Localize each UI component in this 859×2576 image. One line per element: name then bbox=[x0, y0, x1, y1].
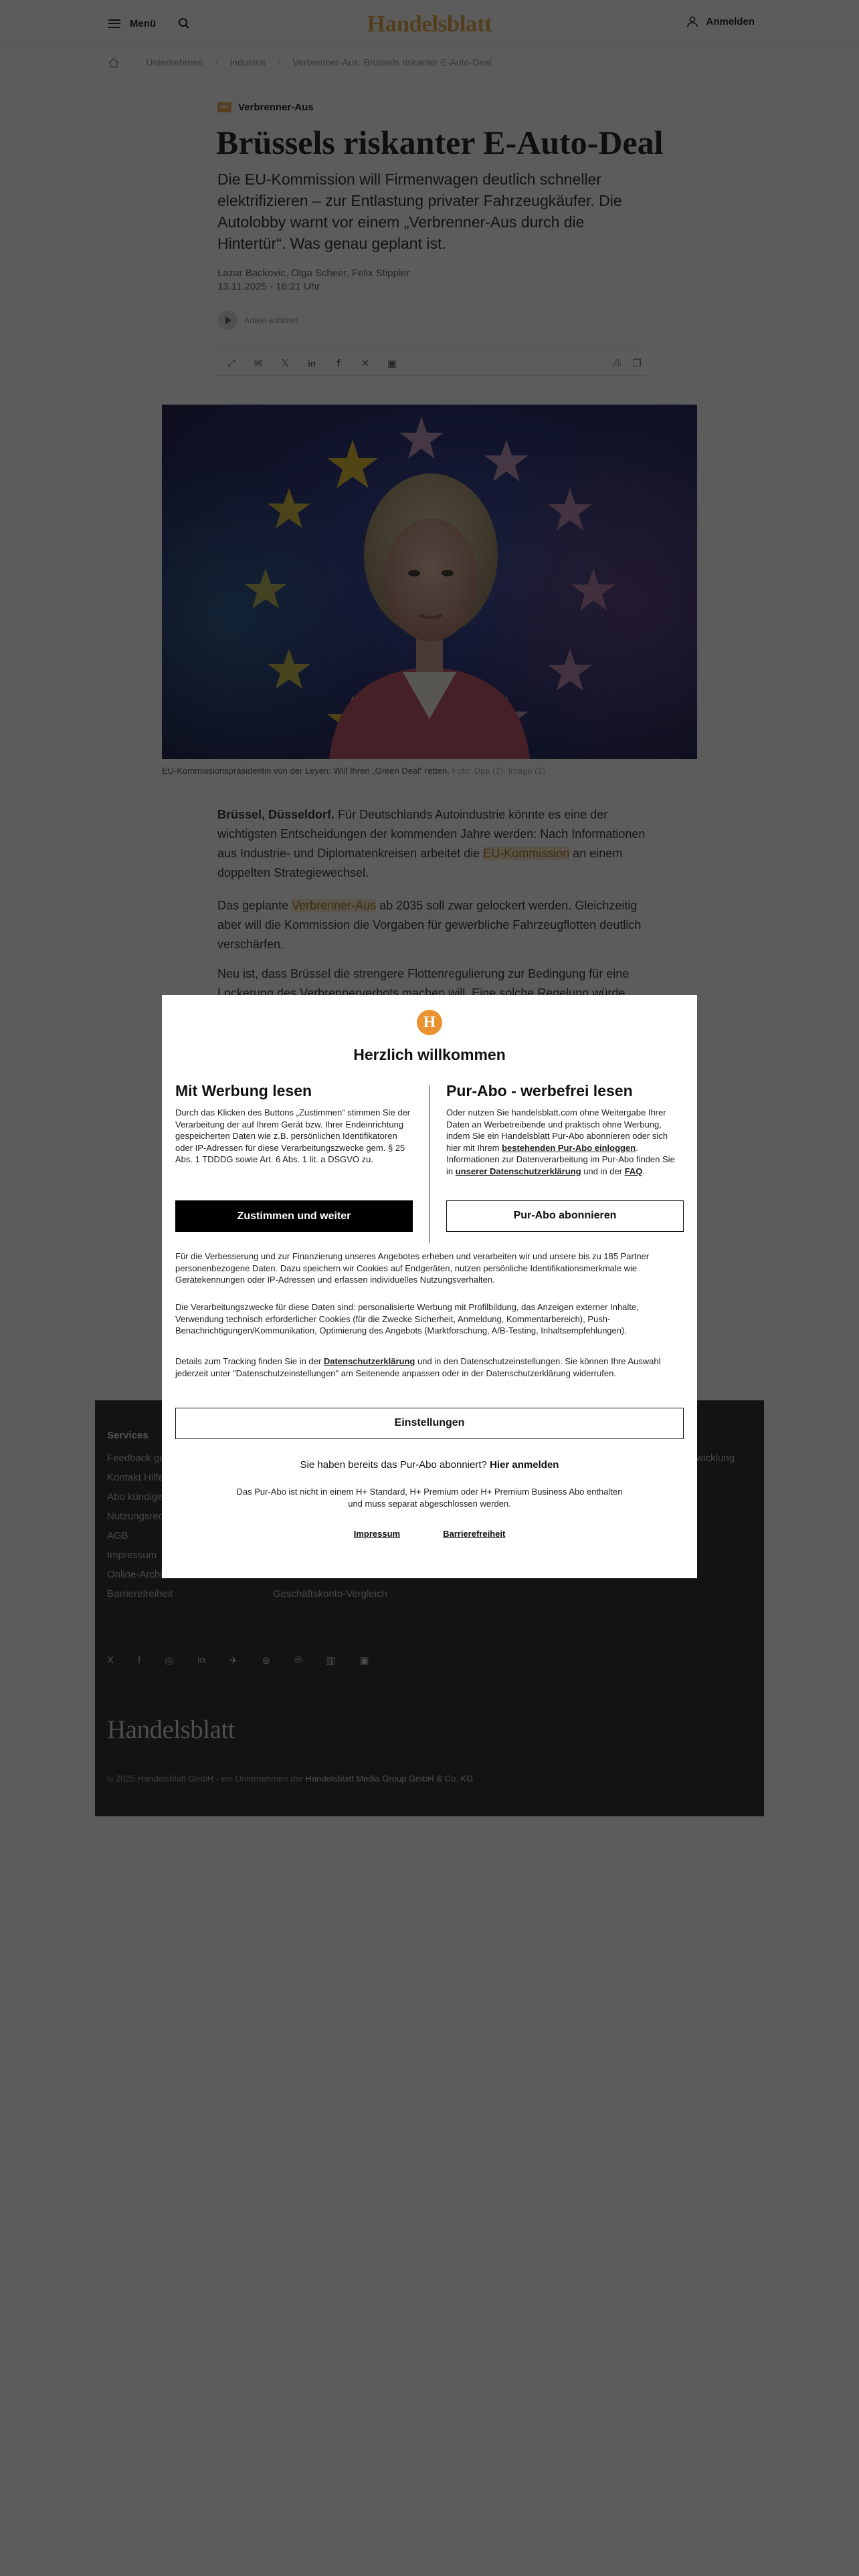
pur-abo-text-part: . bbox=[642, 1166, 645, 1176]
with-ads-column bbox=[175, 1082, 413, 1166]
already-subscribed-line bbox=[162, 1459, 697, 1471]
with-ads-text: Durch das Klicken des Buttons „Zustimmen“ stimmen Sie der Verarbeitung der auf Ihrem Gerät bzw. Ihrer Endeinrichtung gespeicherten Daten wie z.B. persönlichen Identifikatoren oder IP-Adressen für diese Verarbeitungszwecke gem. § 25 Abs. 1 TDDDG sowie Art. 6 Abs. 1 lit. a DSGVO zu. bbox=[175, 1107, 411, 1164]
settings-button[interactable]: Einstellungen bbox=[175, 1408, 684, 1439]
note-line: und muss separat abgeschlossen werden. bbox=[348, 1499, 511, 1509]
already-subscribed-text: Sie haben bereits das Pur-Abo abonniert? bbox=[300, 1459, 487, 1471]
consent-dialog bbox=[162, 995, 697, 1578]
pur-abo-text-part: . Informationen zur Datenverarbeitung im Pur-Abo finden Sie in bbox=[446, 1142, 675, 1176]
pur-abo-text-part: Oder nutzen Sie handelsblatt.com ohne Weitergabe Ihrer Daten an Werbetreibende und praktisch ohne Werbung, indem Sie ein Handelsblatt Pur-Abo abonnieren oder sich hier mit Ihrem bbox=[446, 1107, 668, 1153]
consent-text-partners: Für die Verbesserung und zur Finanzierung unseres Angebotes erheben und verarbeiten wir und unsere bis zu 185 Partner personenbezogene Daten. Dazu speichern wir Cookies auf Endgeräten, nutzen persönliche Identifikationsmerkmale wie Gerätekennungen oder IP-Adressen und erfassen individuelles Nutzungsverhalten. bbox=[175, 1251, 650, 1285]
with-ads-heading: Mit Werbung lesen bbox=[175, 1082, 312, 1099]
consent-text-purposes: Die Verarbeitungszwecke für diese Daten sind: personalisierte Werbung mit Profilbildung, das Anzeigen externer Inhalte, Verwendung technisch erforderlicher Cookies (für die Zwecke Sicherheit, Anmeldung, Kommentarbereich), Push-Benachrichtigungen/Kommunikation, Optimierung des Angebots (Marktforschung, A/B-Testing, Inhaltsempfehlungen). bbox=[175, 1302, 639, 1335]
subscribe-pur-abo-button[interactable]: Pur-Abo abonnieren bbox=[446, 1200, 684, 1232]
pur-abo-text-part: und in der bbox=[581, 1166, 625, 1176]
pur-abo-column bbox=[446, 1082, 684, 1177]
data-protection-link[interactable]: Datenschutzerklärung bbox=[323, 1356, 415, 1366]
pur-abo-text bbox=[446, 1107, 684, 1177]
existing-abo-login-link[interactable]: bestehenden Pur-Abo einloggen bbox=[502, 1142, 636, 1153]
faq-link[interactable]: FAQ bbox=[624, 1166, 643, 1176]
impressum-link[interactable]: Impressum bbox=[353, 1529, 401, 1539]
dialog-title: Herzlich willkommen bbox=[353, 1046, 506, 1063]
pur-abo-note bbox=[162, 1486, 697, 1510]
login-here-link[interactable]: Hier anmelden bbox=[490, 1459, 559, 1471]
consent-text-details bbox=[175, 1356, 684, 1379]
accept-button[interactable]: Zustimmen und weiter bbox=[175, 1200, 413, 1232]
dialog-footer-links bbox=[162, 1529, 697, 1539]
barrierefreiheit-link[interactable]: Barrierefreiheit bbox=[443, 1529, 506, 1539]
privacy-policy-link[interactable]: unserer Datenschutzerklärung bbox=[455, 1166, 581, 1176]
handelsblatt-logo-icon: H bbox=[417, 1010, 442, 1035]
note-line: Das Pur-Abo ist nicht in einem H+ Standard, H+ Premium oder H+ Premium Business Abo enthalten bbox=[236, 1487, 623, 1497]
details-text-part: Details zum Tracking finden Sie in der bbox=[175, 1356, 324, 1366]
details-text-part: und in den Datenschutzeinstellungen. Sie können Ihre Auswahl jederzeit unter "Datenschutzeinstellungen" am Seitenende anpassen oder in der Datenschutzerklärung widerrufen. bbox=[175, 1356, 661, 1378]
pur-abo-heading: Pur-Abo - werbefrei lesen bbox=[446, 1082, 633, 1099]
